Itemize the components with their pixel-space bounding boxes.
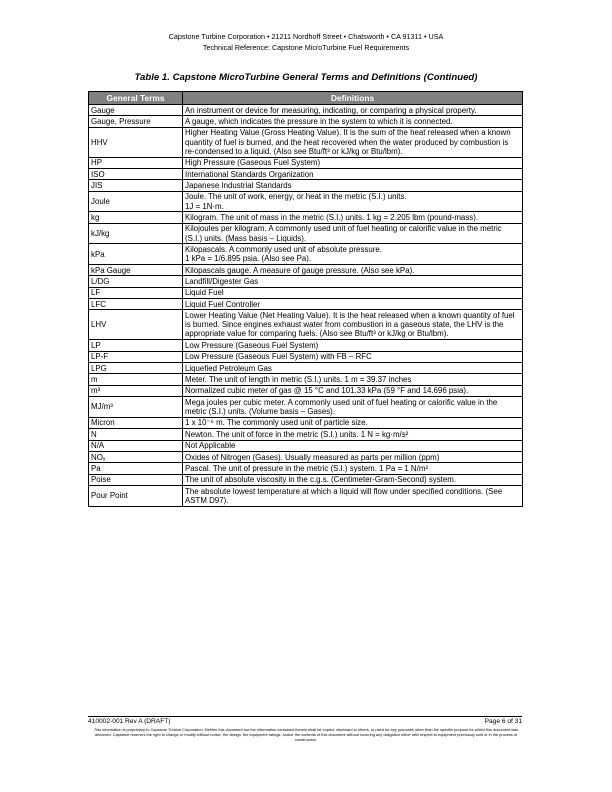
table-row bbox=[89, 264, 523, 275]
definition-text: Kilopascals. A commonly used unit of absolute pressure. bbox=[185, 244, 382, 254]
definition-text: High Pressure (Gaseous Fuel System) bbox=[185, 158, 321, 168]
table-row bbox=[89, 397, 523, 418]
header-address: Capstone Turbine Corporation • 21211 Nordhoff Street • Chatsworth • CA 91311 • USA bbox=[168, 32, 444, 41]
term-cell: kPa Gauge bbox=[89, 264, 183, 275]
table-row bbox=[89, 452, 523, 463]
table-row bbox=[89, 417, 523, 428]
term-cell: LP bbox=[89, 340, 183, 351]
definition-cell bbox=[183, 363, 523, 374]
definition-text: Liquid Fuel bbox=[185, 288, 224, 298]
definition-cell bbox=[183, 223, 523, 244]
term-cell: HHV bbox=[89, 127, 183, 157]
definition-cell bbox=[183, 168, 523, 179]
footer-rule bbox=[88, 716, 522, 717]
definition-text: Kilojoules per kilogram. A commonly used unit of fuel heating or calorific value in the metric (S.I.) units. (Mass basis – Liquids). bbox=[185, 224, 502, 243]
definition-cell bbox=[183, 474, 523, 485]
definition-cell bbox=[183, 287, 523, 298]
term-cell: m³ bbox=[89, 385, 183, 396]
table-header-row bbox=[89, 92, 523, 105]
definition-text: Kilogram. The unit of mass in the metric (S.I.) units. 1 kg = 2.205 lbm (pound-mass). bbox=[185, 212, 479, 222]
definition-cell bbox=[183, 374, 523, 385]
table-row bbox=[89, 474, 523, 485]
term-cell: kPa bbox=[89, 244, 183, 265]
table-row bbox=[89, 363, 523, 374]
definition-text: Liquefied Petroleum Gas bbox=[185, 363, 272, 373]
definition-cell bbox=[183, 276, 523, 287]
definition-cell bbox=[183, 452, 523, 463]
definition-text: Meter. The unit of length in metric (S.I.) units. 1 m = 39.37 inches bbox=[185, 375, 412, 385]
definition-text: Lower Heating Value (Net Heating Value). It is the heat released when a known quantity of fuel is burned. Since engines exhaust water from combustion in a gaseous state, the LHV is the appropriate value for comparing fuels. (Also see Btu/ft³ or kJ/kg or Btu/lbm). bbox=[185, 311, 515, 339]
footer-page-number: Page 6 of 31 bbox=[484, 718, 522, 725]
table-row bbox=[89, 276, 523, 287]
definition-text: Kilopascals gauge. A measure of gauge pressure. (Also see kPa). bbox=[185, 265, 415, 275]
term-cell: Micron bbox=[89, 417, 183, 428]
term-cell: Pa bbox=[89, 463, 183, 474]
term-cell: N/A bbox=[89, 440, 183, 451]
definition-text: Joule. The unit of work, energy, or heat in the metric (S.I.) units. bbox=[185, 192, 407, 202]
definition-text: Japanese Industrial Standards bbox=[185, 180, 292, 190]
term-cell: L/DG bbox=[89, 276, 183, 287]
definition-text: International Standards Organization bbox=[185, 169, 314, 179]
definition-cell bbox=[183, 486, 523, 507]
definition-cell bbox=[183, 191, 523, 212]
definition-cell bbox=[183, 463, 523, 474]
definition-text: A gauge, which indicates the pressure in the system to which it is connected. bbox=[185, 116, 453, 126]
table-row bbox=[89, 374, 523, 385]
definition-text: Oxides of Nitrogen (Gases). Usually measured as parts per million (ppm) bbox=[185, 452, 440, 462]
table-row bbox=[89, 287, 523, 298]
definition-cell bbox=[183, 385, 523, 396]
definition-text: Landfill/Digester Gas bbox=[185, 276, 259, 286]
term-cell: Pour Point bbox=[89, 486, 183, 507]
table-row bbox=[89, 429, 523, 440]
table-row bbox=[89, 127, 523, 157]
definition-text: The unit of absolute viscosity in the c.g.s. (Centimeter-Gram-Second) system. bbox=[185, 475, 457, 485]
definition-text: Mega joules per cubic meter. A commonly used unit of fuel heating or calorific value in the metric (S.I.) units. (Volume basis – Gases). bbox=[185, 397, 498, 417]
table-row bbox=[89, 486, 523, 507]
definition-cell bbox=[183, 105, 523, 116]
term-cell: N bbox=[89, 429, 183, 440]
term-cell: LF bbox=[89, 287, 183, 298]
definition-cell bbox=[183, 340, 523, 351]
definition-cell bbox=[183, 212, 523, 223]
definition-cell bbox=[183, 351, 523, 362]
footer-legal-notice: This information is proprietary to Capstone Turbine Corporation. Neither this document nor the information contained therein shall be copied, disclosed to others, or used for any purposes other than the specific purpose for which this document was delivered. Capstone reserves the right to change or modify without notice, the design, the equipment ratings, and/or the contents of this document without incurring any obligation either with respect to equipment previously sold or in the process of construction. bbox=[93, 727, 519, 743]
definition-cell bbox=[183, 299, 523, 310]
term-cell: HP bbox=[89, 157, 183, 168]
definition-text: Low Pressure (Gaseous Fuel System) with FB – RFC bbox=[185, 352, 372, 362]
definition-text: 1 x 10⁻⁶ m. The commonly used unit of particle size. bbox=[185, 418, 368, 428]
table-row bbox=[89, 116, 523, 127]
term-cell: JIS bbox=[89, 180, 183, 191]
table-row bbox=[89, 340, 523, 351]
definition-cell bbox=[183, 116, 523, 127]
table-row bbox=[89, 105, 523, 116]
definition-cell bbox=[183, 244, 523, 265]
term-cell: MJ/m³ bbox=[89, 397, 183, 418]
table-row bbox=[89, 244, 523, 265]
term-cell: LPG bbox=[89, 363, 183, 374]
term-cell: Joule bbox=[89, 191, 183, 212]
definition-cell bbox=[183, 429, 523, 440]
table-row bbox=[89, 351, 523, 362]
definition-text: Higher Heating Value (Gross Heating Value). It is the sum of the heat released when a known quantity of fuel is burned, and the heat recovered when the water produced by combustion is re-condensed to a liquid. (Also see Btu/ft³ or kJ/kg or Btu/lbm). bbox=[185, 128, 511, 156]
definition-cell bbox=[183, 157, 523, 168]
table-row bbox=[89, 168, 523, 179]
definition-cell bbox=[183, 127, 523, 157]
footer-doc-id: 410002-001 Rev A (DRAFT) bbox=[88, 718, 171, 725]
definition-text: An instrument or device for measuring, indicating, or comparing a physical property. bbox=[185, 105, 477, 115]
term-cell: kJ/kg bbox=[89, 223, 183, 244]
page-header bbox=[0, 32, 612, 53]
table-row bbox=[89, 180, 523, 191]
table-row bbox=[89, 299, 523, 310]
definition-text: The absolute lowest temperature at which a liquid will flow under specified conditions. (See ASTM D97). bbox=[185, 486, 503, 505]
definition-text: Pascal. The unit of pressure in the metric (S.I.) system. 1 Pa = 1 N/m² bbox=[185, 463, 429, 473]
definition-text: Liquid Fuel Controller bbox=[185, 299, 260, 309]
table-row bbox=[89, 463, 523, 474]
table-row bbox=[89, 191, 523, 212]
definition-text-line2: 1 kPa = 1/6.895 psia. (Also see Pa). bbox=[185, 254, 312, 264]
term-cell: kg bbox=[89, 212, 183, 223]
table-row bbox=[89, 385, 523, 396]
column-header-definitions: Definitions bbox=[183, 92, 523, 105]
term-cell: ISO bbox=[89, 168, 183, 179]
header-doc-title: Technical Reference: Capstone MicroTurbine Fuel Requirements bbox=[202, 42, 410, 52]
table-row bbox=[89, 212, 523, 223]
term-cell: Poise bbox=[89, 474, 183, 485]
definition-cell bbox=[183, 397, 523, 418]
term-cell: Gauge bbox=[89, 105, 183, 116]
term-cell: LP-F bbox=[89, 351, 183, 362]
definition-cell bbox=[183, 180, 523, 191]
definition-text: Newton. The unit of force in the metric (S.I.) units. 1 N = kg·m/s² bbox=[185, 429, 409, 439]
term-cell: Gauge, Pressure bbox=[89, 116, 183, 127]
terms-table bbox=[88, 91, 523, 507]
term-cell: NOₓ bbox=[89, 452, 183, 463]
term-cell: LHV bbox=[89, 310, 183, 340]
table-row bbox=[89, 440, 523, 451]
table-row bbox=[89, 223, 523, 244]
definition-cell bbox=[183, 417, 523, 428]
term-cell: m bbox=[89, 374, 183, 385]
definition-cell bbox=[183, 264, 523, 275]
table-caption: Table 1. Capstone MicroTurbine General Terms and Definitions (Continued) bbox=[134, 72, 478, 83]
definition-text: Low Pressure (Gaseous Fuel System) bbox=[185, 340, 319, 350]
definition-text: Not Applicable bbox=[185, 441, 236, 451]
term-cell: LFC bbox=[89, 299, 183, 310]
table-row bbox=[89, 157, 523, 168]
column-header-terms: General Terms bbox=[89, 92, 183, 105]
definition-cell bbox=[183, 440, 523, 451]
definition-cell bbox=[183, 310, 523, 340]
table-row bbox=[89, 310, 523, 340]
definition-text: Normalized cubic meter of gas @ 15 °C and 101.33 kPa (59 °F and 14.696 psia). bbox=[185, 386, 469, 396]
definition-text-line2: 1J = 1N·m. bbox=[185, 201, 224, 211]
